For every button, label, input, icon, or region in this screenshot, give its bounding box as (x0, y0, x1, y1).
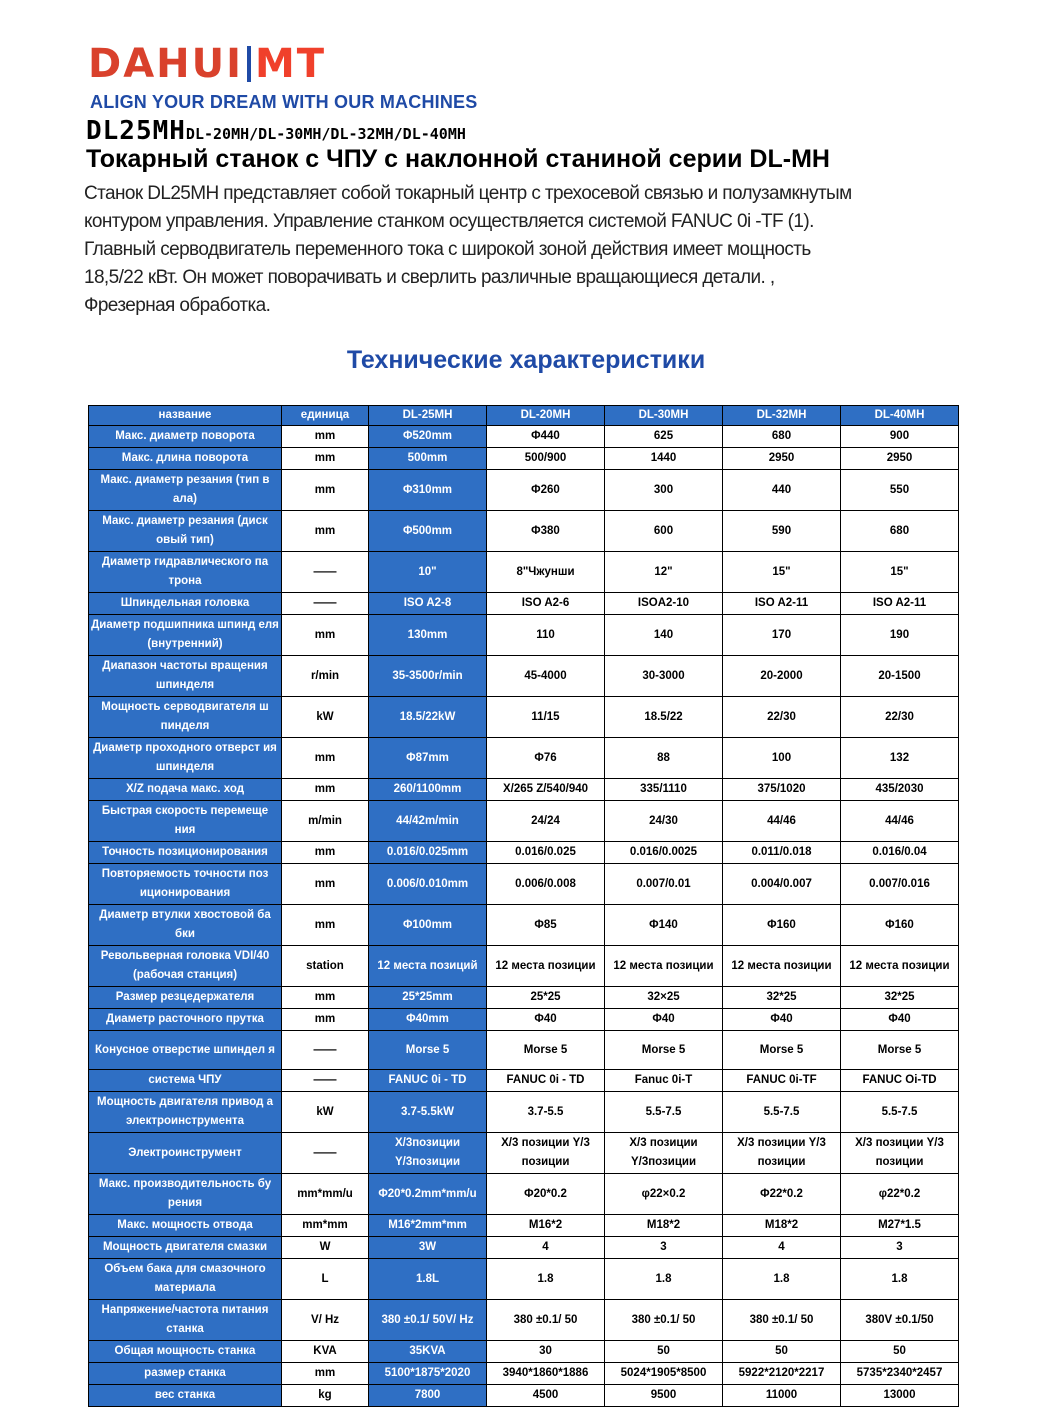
table-cell: 9500 (605, 1385, 723, 1407)
table-cell: Morse 5 (369, 1031, 487, 1070)
table-cell: 5.5-7.5 (723, 1092, 841, 1133)
table-cell: 1440 (605, 448, 723, 470)
table-cell: 0.016/0.025mm (369, 842, 487, 864)
table-row (89, 1031, 959, 1070)
table-cell: 3 (841, 1237, 959, 1259)
table-cell: 5.5-7.5 (605, 1092, 723, 1133)
row-label: Общая мощность станка (89, 1341, 282, 1363)
table-cell: 0.011/0.018 (723, 842, 841, 864)
table-cell: 15" (723, 552, 841, 593)
table-cell: Φ40mm (369, 1009, 487, 1031)
table-cell: 35-3500r/min (369, 656, 487, 697)
table-cell: 88 (605, 738, 723, 779)
table-cell: 0.004/0.007 (723, 864, 841, 905)
column-header: единица (282, 406, 369, 426)
row-label: система ЧПУ (89, 1070, 282, 1092)
table-row (89, 426, 959, 448)
row-label: Диаметр гидравлического па трона (89, 552, 282, 593)
table-cell: 900 (841, 426, 959, 448)
table-cell: —— (282, 552, 369, 593)
row-label: Макс. мощность отвода (89, 1215, 282, 1237)
table-cell: 32×25 (605, 987, 723, 1009)
row-label: размер станка (89, 1363, 282, 1385)
table-cell: 15" (841, 552, 959, 593)
table-row (89, 448, 959, 470)
table-cell: 0.006/0.010mm (369, 864, 487, 905)
table-cell: Φ160 (841, 905, 959, 946)
row-label: Мощность серводвигателя ш пинделя (89, 697, 282, 738)
table-cell: 3940*1860*1886 (487, 1363, 605, 1385)
table-row (89, 779, 959, 801)
page-title: Токарный станок с ЧПУ с наклонной станиной серии DL-MH (86, 145, 830, 173)
row-label: Повторяемость точности поз иционирования (89, 864, 282, 905)
table-cell: mm (282, 905, 369, 946)
table-cell: 380V ±0.1/50 (841, 1300, 959, 1341)
table-row (89, 1070, 959, 1092)
table-cell: 5.5-7.5 (841, 1092, 959, 1133)
table-cell: 25*25mm (369, 987, 487, 1009)
table-cell: M18*2 (723, 1215, 841, 1237)
table-cell: X/3 позиции Y/3 позиции (841, 1133, 959, 1174)
column-header: DL-30MH (605, 406, 723, 426)
table-cell: 1.8 (841, 1259, 959, 1300)
row-label: Мощность двигателя привод а электроинструмента (89, 1092, 282, 1133)
table-cell: 24/24 (487, 801, 605, 842)
description-line: Главный серводвигатель переменного тока с широкой зоной действия имеет мощность (84, 239, 811, 260)
table-cell: mm (282, 987, 369, 1009)
table-row (89, 864, 959, 905)
table-cell: 7800 (369, 1385, 487, 1407)
table-cell: 20-2000 (723, 656, 841, 697)
description-line: Станок DL25MH представляет собой токарный центр с трехосевой связью и полузамкнутым (84, 183, 852, 204)
table-cell: Φ310mm (369, 470, 487, 511)
table-cell: 2950 (723, 448, 841, 470)
row-label: Быстрая скорость перемеще ния (89, 801, 282, 842)
table-cell: 44/42m/min (369, 801, 487, 842)
model-others: DL-20MH/DL-30MH/DL-32MH/DL-40MH (185, 125, 466, 143)
table-cell: 12 места позиции (487, 946, 605, 987)
table-cell: M16*2mm*mm (369, 1215, 487, 1237)
table-cell: 25*25 (487, 987, 605, 1009)
table-cell: 12 места позиций (369, 946, 487, 987)
table-cell: Morse 5 (605, 1031, 723, 1070)
table-row (89, 738, 959, 779)
table-row (89, 1300, 959, 1341)
row-label: Макс. диаметр резания (диск овый тип) (89, 511, 282, 552)
table-cell: 190 (841, 615, 959, 656)
table-cell: 335/1110 (605, 779, 723, 801)
table-cell: 300 (605, 470, 723, 511)
table-row (89, 511, 959, 552)
column-header: название (89, 406, 282, 426)
table-cell: Φ520mm (369, 426, 487, 448)
logo-text-dahui: DAHUI (88, 41, 243, 87)
row-label: Макс. диаметр резания (тип в ала) (89, 470, 282, 511)
table-row (89, 470, 959, 511)
table-cell: 380 ±0.1/ 50 (605, 1300, 723, 1341)
table-cell: 13000 (841, 1385, 959, 1407)
table-cell: X/3 позиции Y/3 позиции (487, 1133, 605, 1174)
row-label: Макс. диаметр поворота (89, 426, 282, 448)
table-cell: mm (282, 511, 369, 552)
table-cell: M27*1.5 (841, 1215, 959, 1237)
table-cell: mm (282, 738, 369, 779)
table-cell: 12" (605, 552, 723, 593)
row-label: Мощность двигателя смазки (89, 1237, 282, 1259)
table-cell: 30-3000 (605, 656, 723, 697)
table-cell: 3.7-5.5 (487, 1092, 605, 1133)
table-row (89, 697, 959, 738)
table-cell: X/3 позиции Y/3позиции (605, 1133, 723, 1174)
logo-text-mt: MT (255, 41, 327, 87)
table-cell: 12 места позиции (723, 946, 841, 987)
table-row (89, 1092, 959, 1133)
table-cell: mm (282, 470, 369, 511)
row-label: Револьверная головка VDI/40 (рабочая станция) (89, 946, 282, 987)
table-cell: 0.016/0.0025 (605, 842, 723, 864)
table-cell: 50 (723, 1341, 841, 1363)
table-cell: 32*25 (841, 987, 959, 1009)
table-cell: 50 (841, 1341, 959, 1363)
table-row (89, 656, 959, 697)
column-header: DL-25MH (369, 406, 487, 426)
table-cell: 170 (723, 615, 841, 656)
table-row (89, 552, 959, 593)
table-cell: 5100*1875*2020 (369, 1363, 487, 1385)
row-label: вес станка (89, 1385, 282, 1407)
table-row (89, 1174, 959, 1215)
row-label: Электроинструмент (89, 1133, 282, 1174)
brand-logo (88, 41, 327, 87)
row-label: Точность позиционирования (89, 842, 282, 864)
table-cell: —— (282, 593, 369, 615)
table-row (89, 987, 959, 1009)
table-cell: 110 (487, 615, 605, 656)
row-label: Макс. длина поворота (89, 448, 282, 470)
table-cell: 600 (605, 511, 723, 552)
table-cell: —— (282, 1070, 369, 1092)
table-cell: Φ160 (723, 905, 841, 946)
row-label: Шпиндельная головка (89, 593, 282, 615)
table-cell: ISO A2-11 (841, 593, 959, 615)
table-cell: 375/1020 (723, 779, 841, 801)
section-title: Технические характеристики (346, 346, 706, 374)
table-cell: 1.8L (369, 1259, 487, 1300)
table-cell: 380 ±0.1/ 50 (487, 1300, 605, 1341)
table-cell: 0.016/0.025 (487, 842, 605, 864)
table-cell: Morse 5 (487, 1031, 605, 1070)
table-cell: 20-1500 (841, 656, 959, 697)
table-cell: 30 (487, 1341, 605, 1363)
table-cell: 500mm (369, 448, 487, 470)
table-cell: 4 (723, 1237, 841, 1259)
table-cell: FANUC Oi-TD (841, 1070, 959, 1092)
table-cell: —— (282, 1031, 369, 1070)
row-label: Объем бака для смазочного материала (89, 1259, 282, 1300)
table-cell: mm (282, 1009, 369, 1031)
table-cell: 2950 (841, 448, 959, 470)
table-cell: 140 (605, 615, 723, 656)
table-row (89, 615, 959, 656)
table-cell: r/min (282, 656, 369, 697)
table-cell: ISOA2-10 (605, 593, 723, 615)
table-cell: ISO A2-11 (723, 593, 841, 615)
table-cell: 24/30 (605, 801, 723, 842)
table-row (89, 1133, 959, 1174)
table-cell: Φ22*0.2 (723, 1174, 841, 1215)
table-cell: 35KVA (369, 1341, 487, 1363)
table-cell: 380 ±0.1/ 50 (723, 1300, 841, 1341)
table-cell: 680 (841, 511, 959, 552)
description-line: 18,5/22 кВт. Он может поворачивать и сверлить различные вращающиеся детали. , (84, 267, 775, 288)
table-row (89, 801, 959, 842)
table-cell: 3 (605, 1237, 723, 1259)
table-cell: mm (282, 426, 369, 448)
table-cell: Φ20*0.2 (487, 1174, 605, 1215)
table-cell: M18*2 (605, 1215, 723, 1237)
table-cell: φ22×0.2 (605, 1174, 723, 1215)
table-cell: φ22*0.2 (841, 1174, 959, 1215)
table-cell: 590 (723, 511, 841, 552)
table-cell: 260/1100mm (369, 779, 487, 801)
description-line: Фрезерная обработка. (84, 295, 271, 316)
table-row (89, 905, 959, 946)
table-cell: 18.5/22 (605, 697, 723, 738)
table-cell: FANUC 0i - TD (369, 1070, 487, 1092)
table-row (89, 1237, 959, 1259)
table-cell: 440 (723, 470, 841, 511)
column-header: DL-32MH (723, 406, 841, 426)
table-cell: Φ440 (487, 426, 605, 448)
table-row (89, 1215, 959, 1237)
table-cell: 22/30 (723, 697, 841, 738)
table-cell: Φ140 (605, 905, 723, 946)
table-cell: 0.007/0.016 (841, 864, 959, 905)
table-cell: station (282, 946, 369, 987)
table-cell: 435/2030 (841, 779, 959, 801)
description-line: контуром управления. Управление станком осуществляется системой FANUC 0i -TF (1). (84, 211, 814, 232)
table-cell: Φ260 (487, 470, 605, 511)
table-cell: 1.8 (723, 1259, 841, 1300)
table-cell: 132 (841, 738, 959, 779)
table-cell: V/ Hz (282, 1300, 369, 1341)
table-cell: Morse 5 (723, 1031, 841, 1070)
table-row (89, 1341, 959, 1363)
table-cell: 4500 (487, 1385, 605, 1407)
table-cell: FANUC 0i-TF (723, 1070, 841, 1092)
table-row (89, 1385, 959, 1407)
row-label: Диапазон частоты вращения шпинделя (89, 656, 282, 697)
table-cell: 3W (369, 1237, 487, 1259)
table-cell: 11000 (723, 1385, 841, 1407)
table-cell: kW (282, 1092, 369, 1133)
table-cell: 12 места позиции (841, 946, 959, 987)
table-cell: Φ40 (723, 1009, 841, 1031)
table-cell: 380 ±0.1/ 50V/ Hz (369, 1300, 487, 1341)
table-cell: mm (282, 864, 369, 905)
table-cell: 18.5/22kW (369, 697, 487, 738)
table-cell: m/min (282, 801, 369, 842)
table-cell: L (282, 1259, 369, 1300)
table-cell: W (282, 1237, 369, 1259)
row-label: Диаметр проходного отверст ия шпинделя (89, 738, 282, 779)
table-cell: mm (282, 842, 369, 864)
table-cell: 5024*1905*8500 (605, 1363, 723, 1385)
table-header-row (89, 406, 959, 426)
table-row (89, 1259, 959, 1300)
table-cell: 5922*2120*2217 (723, 1363, 841, 1385)
table-cell: ISO A2-8 (369, 593, 487, 615)
table-cell: mm*mm/u (282, 1174, 369, 1215)
table-cell: 8"Чжунши (487, 552, 605, 593)
table-cell: 1.8 (487, 1259, 605, 1300)
table-cell: 100 (723, 738, 841, 779)
table-cell: 0.007/0.01 (605, 864, 723, 905)
table-cell: 22/30 (841, 697, 959, 738)
table-cell: Φ87mm (369, 738, 487, 779)
logo-separator (247, 46, 251, 82)
table-cell: 32*25 (723, 987, 841, 1009)
table-cell: 4 (487, 1237, 605, 1259)
table-cell: 130mm (369, 615, 487, 656)
table-row (89, 593, 959, 615)
table-cell: 11/15 (487, 697, 605, 738)
table-cell: Morse 5 (841, 1031, 959, 1070)
table-cell: 500/900 (487, 448, 605, 470)
table-cell: mm*mm (282, 1215, 369, 1237)
table-cell: Fanuc 0i-T (605, 1070, 723, 1092)
column-header: DL-20MH (487, 406, 605, 426)
row-label: X/Z подача макс. ход (89, 779, 282, 801)
table-cell: 10" (369, 552, 487, 593)
table-cell: 12 места позиции (605, 946, 723, 987)
table-cell: Φ76 (487, 738, 605, 779)
table-cell: 1.8 (605, 1259, 723, 1300)
table-row (89, 842, 959, 864)
table-cell: Φ85 (487, 905, 605, 946)
table-cell: mm (282, 448, 369, 470)
table-cell: X/3 позиции Y/3 позиции (723, 1133, 841, 1174)
table-cell: 3.7-5.5kW (369, 1092, 487, 1133)
table-cell: X/3позиции Y/3позиции (369, 1133, 487, 1174)
table-row (89, 946, 959, 987)
table-cell: 550 (841, 470, 959, 511)
description (84, 180, 984, 320)
table-cell: X/265 Z/540/940 (487, 779, 605, 801)
table-cell: FANUC 0i - TD (487, 1070, 605, 1092)
table-cell: kg (282, 1385, 369, 1407)
brand-slogan: ALIGN YOUR DREAM WITH OUR MACHINES (90, 92, 478, 112)
table-row (89, 1363, 959, 1385)
table-cell: 625 (605, 426, 723, 448)
table-cell: —— (282, 1133, 369, 1174)
model-main: DL25MH (86, 116, 186, 146)
table-cell: 44/46 (723, 801, 841, 842)
table-cell: Φ100mm (369, 905, 487, 946)
row-label: Диаметр расточного прутка (89, 1009, 282, 1031)
model-line (86, 116, 466, 146)
table-cell: Φ500mm (369, 511, 487, 552)
table-cell: Φ20*0.2mm*mm/u (369, 1174, 487, 1215)
table-cell: Φ380 (487, 511, 605, 552)
row-label: Размер резцедержателя (89, 987, 282, 1009)
table-cell: ISO A2-6 (487, 593, 605, 615)
table-cell: 680 (723, 426, 841, 448)
table-cell: mm (282, 1363, 369, 1385)
row-label: Макс. производительность бу рения (89, 1174, 282, 1215)
table-cell: 0.006/0.008 (487, 864, 605, 905)
table-cell: Φ40 (841, 1009, 959, 1031)
column-header: DL-40MH (841, 406, 959, 426)
table-row (89, 1009, 959, 1031)
row-label: Конусное отверстие шпиндел я (89, 1031, 282, 1070)
row-label: Диаметр втулки хвостовой ба бки (89, 905, 282, 946)
table-cell: 0.016/0.04 (841, 842, 959, 864)
table-cell: 44/46 (841, 801, 959, 842)
table-cell: KVA (282, 1341, 369, 1363)
row-label: Диаметр подшипника шпинд еля (внутренний) (89, 615, 282, 656)
table-cell: 5735*2340*2457 (841, 1363, 959, 1385)
table-cell: mm (282, 615, 369, 656)
table-cell: M16*2 (487, 1215, 605, 1237)
table-cell: Φ40 (487, 1009, 605, 1031)
row-label: Напряжение/частота питания станка (89, 1300, 282, 1341)
table-cell: Φ40 (605, 1009, 723, 1031)
table-cell: kW (282, 697, 369, 738)
table-cell: 45-4000 (487, 656, 605, 697)
table-cell: 50 (605, 1341, 723, 1363)
table-cell: mm (282, 779, 369, 801)
spec-table (88, 405, 959, 1407)
